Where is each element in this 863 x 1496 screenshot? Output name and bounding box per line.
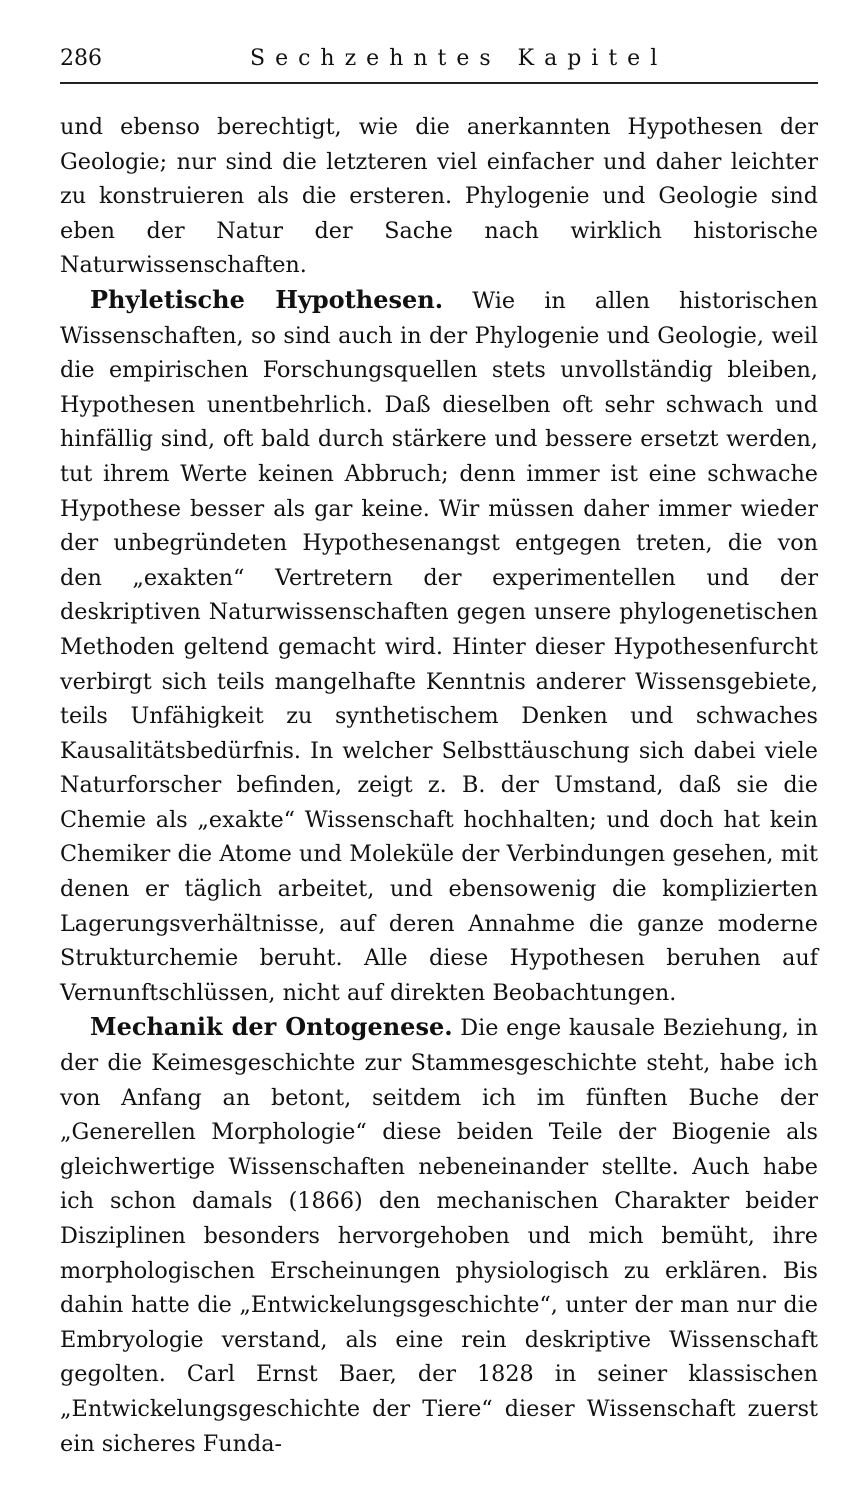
paragraph-continuation <box>60 110 818 283</box>
section-heading: Mechanik der Ontogenese. <box>90 1012 453 1042</box>
page-number: 286 <box>60 46 102 71</box>
running-title: Sechzehntes Kapitel <box>250 46 668 71</box>
paragraph-text: Wie in allen historischen Wissenschaften, so sind auch in der Phylogenie und Geologie, weil die empirischen Forschungsquellen stets unvollständig bleiben, Hypothesen unentbehrlich. Daß dieselben oft sehr schwach und hinfällig sind, oft bald durch stärkere und bessere ersetzt werden, tut ihrem Werte keinen Abbruch; denn immer ist eine schwache Hypothese besser als gar keine. Wir müssen daher immer wieder der unbegründeten Hypothesenangst entgegen treten, die von den „exakten“ Vertretern der experimentellen und der deskriptiven Naturwissenschaften gegen unsere phylogenetischen Methoden geltend gemacht wird. Hinter dieser Hypothesenfurcht verbirgt sich teils mangelhafte Kenntnis anderer Wissensgebiete, teils Unfähigkeit zu synthetischem Denken und schwaches Kausalitätsbedürfnis. In welcher Selbsttäuschung sich dabei viele Naturforscher befinden, zeigt z. B. der Umstand, daß sie die Chemie als „exakte“ Wissenschaft hochhalten; und doch hat kein Chemiker die Atome und Moleküle der Verbindungen gesehen, mit denen er täglich arbeitet, und ebensowenig die komplizierten Lagerungsverhältnisse, auf deren Annahme die ganze moderne Strukturchemie beruht. Alle diese Hypothesen beruhen auf Vernunftschlüssen, nicht auf direkten Beobachtungen. <box>60 287 819 1006</box>
paragraph-mechanics-ontogenesis <box>60 1010 818 1461</box>
section-heading: Phyletische Hypothesen. <box>90 284 444 314</box>
paragraph-phyletic-hypotheses <box>60 283 818 1010</box>
body-text <box>60 110 818 1461</box>
book-page <box>60 42 818 1461</box>
paragraph-text: und ebenso berechtigt, wie die anerkannten Hypothesen der Geologie; nur sind die letzteren viel einfacher und daher leichter zu konstruieren als die ersteren. Phylogenie und Geologie sind eben der Natur der Sache nach wirklich historische Naturwissenschaften. <box>60 114 818 279</box>
paragraph-text: Die enge kausale Beziehung, in der die Keimesgeschichte zur Stammesgeschichte steht, habe ich von Anfang an betont, seitdem ich im fünften Buche der „Generellen Morphologie“ diese beiden Teile der Biogenie als gleichwertige Wissenschaften nebeneinander stellte. Auch habe ich schon damals (1866) den mechanischen Charakter beider Disziplinen besonders hervorgehoben und mich bemüht, ihre morphologischen Erscheinungen physiologisch zu erklären. Bis dahin hatte die „Entwickelungsgeschichte“, unter der man nur die Embryologie verstand, als eine rein deskriptive Wissenschaft gegolten. Carl Ernst Baer, der 1828 in seiner klassischen „Entwickelungsgeschichte der Tiere“ dieser Wissenschaft zuerst ein sicheres Funda- <box>60 1015 819 1457</box>
page-header <box>60 42 818 84</box>
